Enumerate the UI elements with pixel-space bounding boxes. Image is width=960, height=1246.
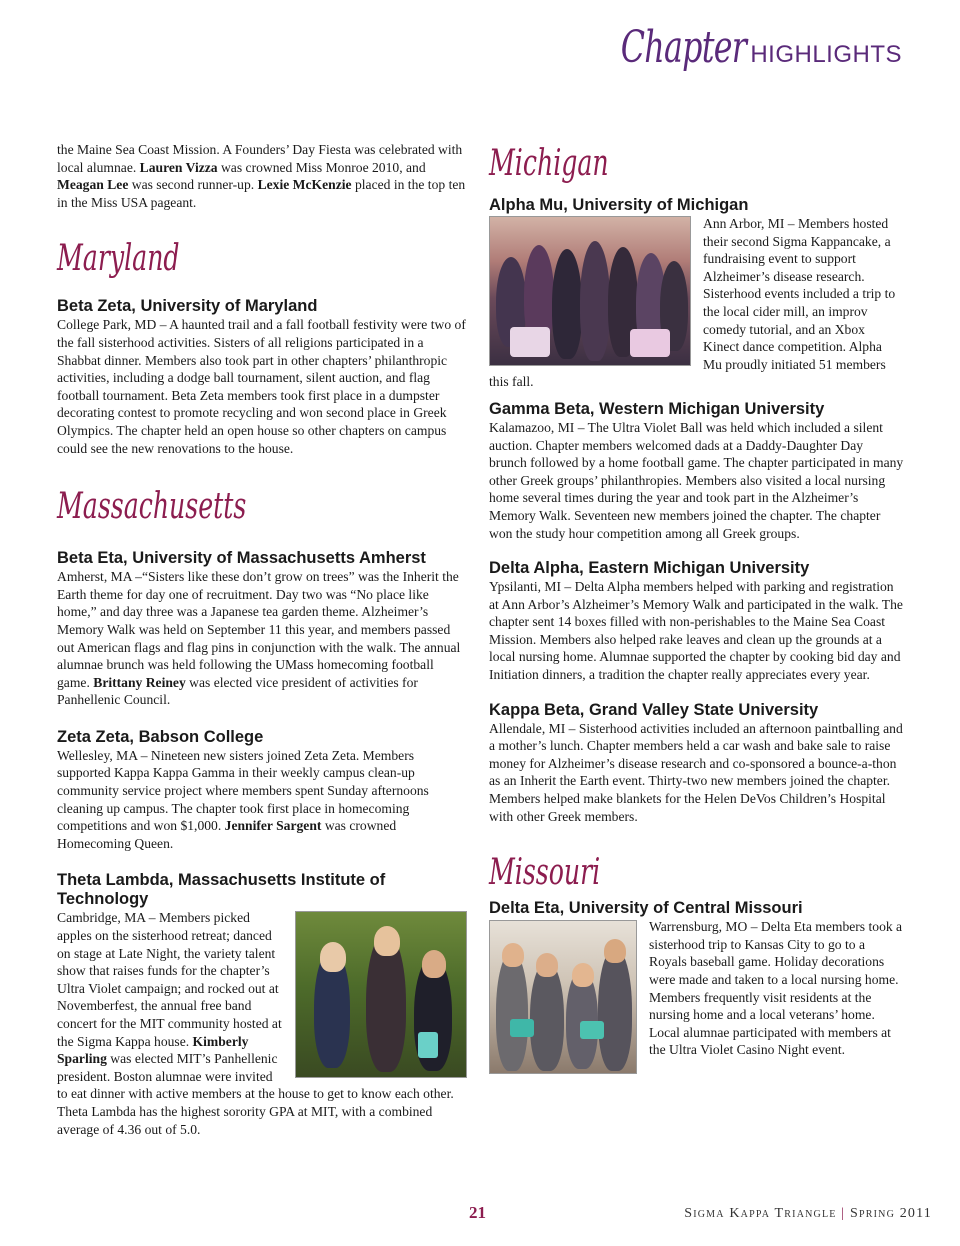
chapter-heading-alpha-mu: Alpha Mu, University of Michigan [489, 196, 749, 214]
delta-eta-photo [489, 920, 637, 1074]
chapter-body-theta-lambda: Cambridge, MA – Members picked apples on the sisterhood retreat; danced on stage at Late Night, the variety talent show that raises funds for the chapter’s Ultra Violet campaign; and rocked out at Novemberfest, the annual free band concert for the MIT community hosted at the Sigma Kappa house. Kimberly Sparling was elected MIT’s Panhellenic president. Boston alumnae were invited to eat dinner with active members at the house to get to know each other. Theta Lambda has the highest sorority GPA at MIT, with a combined average of 4.36 out of 5.0. [57, 910, 454, 1137]
page-number: 21 [469, 1203, 486, 1222]
chapter-body-delta-eta: Warrensburg, MO – Delta Eta members took a sisterhood trip to Kansas City to go to a Royals baseball game. Holiday decorations were made and taken to a local nursing home. Members frequently visit residents at the nursing home and a local veterans’ home. Local alumnae participated with members at the Ultra Violet Casino Night event. [649, 919, 903, 1058]
chapter-heading-delta-eta: Delta Eta, University of Central Missouri [489, 899, 803, 918]
chapter-body-kappa-beta: Allendale, MI – Sisterhood activities included an afternoon paintballing and a mother’s lunch. Chapter members held a car wash and bake sale to raise money for Alzheimer’s disease research and co-sponsored a bounce-a-thon as an Inherit the Earth event. Thirty-two new members joined the chapter. Members helped make blankets for the Helen DeVos Children’s Hospital with other Greek members. [489, 720, 903, 824]
state-heading-massachusetts: Massachusetts [57, 486, 247, 528]
chapter-heading-theta-lambda: Theta Lambda, Massachusetts Institute of Technology [57, 871, 386, 909]
chapter-body-gamma-beta: Kalamazoo, MI – The Ultra Violet Ball was held which included a silent auction. Chapter members welcomed dads at a Daddy-Daughter Day brunch followed by a home football game. The chapter participated in many other Greek groups’ philanthropies. Members also visited a local nursing home several times during the year and took part in the Alzheimer’s Memory Walk. Seventeen new members joined the chapter. The chapter won the study hour competition among all Greek groups. [489, 419, 904, 541]
header-script-word: Chapter [620, 22, 747, 73]
chapter-heading-beta-zeta: Beta Zeta, University of Maryland [57, 297, 318, 316]
alpha-mu-photo [489, 216, 691, 366]
chapter-body-zeta-zeta: Wellesley, MA – Nineteen new sisters joined Zeta Zeta. Members supported Kappa Kappa Gamma in their weekly campus clean-up community service project where members spent Sunday afternoons cleaning up campus. The chapter took first place in homecoming competitions and won $1,000. Jennifer Sargent was crowned Homecoming Queen. [57, 747, 429, 851]
state-heading-missouri: Missouri [489, 852, 601, 894]
chapter-heading-zeta-zeta: Zeta Zeta, Babson College [57, 727, 264, 746]
left-column [57, 140, 467, 1138]
chapter-body-alpha-mu: Ann Arbor, MI – Members hosted their second Sigma Kappancake, a fundraising event to support Alzheimer’s disease research. Sisterhood events included a trip to the local cider mill, an improv comedy tutorial, and an Xbox Kinect dance competition. Alpha Mu proudly initiated 51 members this fall. [489, 216, 896, 390]
theta-lambda-photo [295, 911, 467, 1078]
chapter-body-beta-eta: Amherst, MA –“Sisters like these don’t grow on trees” was the Inherit the Earth theme for day one of recruitment. Day two was “No place like home,” and day three was a Japanese tea garden theme. Alzheimer’s Memory Walk was held on September 11 this year, and members passed out American flags and flag pins in conjunction with the walk. The annual alumnae brunch was held following the UMass homecoming football game. Brittany Reiney was elected vice president of activities for Panhellenic Council. [57, 569, 461, 708]
footer-publication: Sigma Kappa Triangle | Spring 2011 [684, 1206, 932, 1221]
page-footer [0, 1203, 960, 1227]
intro-paragraph: the Maine Sea Coast Mission. A Founders’ Day Fiesta was celebrated with local alumnae. Lauren Vizza was crowned Miss Monroe 2010, and Meagan Lee was second runner-up. Lexie McKenzie placed in the top ten in the Miss USA pageant. [57, 142, 466, 210]
header-caps-word: HIGHLIGHTS [750, 41, 902, 68]
state-heading-michigan: Michigan [489, 143, 609, 184]
state-heading-maryland: Maryland [57, 238, 180, 280]
chapter-heading-beta-eta: Beta Eta, University of Massachusetts Amherst [57, 549, 426, 568]
chapter-heading-gamma-beta: Gamma Beta, Western Michigan University [489, 399, 825, 418]
chapter-body-beta-zeta: College Park, MD – A haunted trail and a fall football festivity were two of the fall sisterhood activities. Sisters of all religions participated in a Shabbat dinner. Members also took part in other chapters’ philanthropic activities, including a dodge ball tournament, silent auction, and flag football tournament. Beta Zeta members took first place in a dumpster decorating contest to promote recycling and won second place in Greek Olympics. The chapter held an open house so other chapters on campus could see the new renovations to the house. [57, 317, 466, 456]
right-column [489, 140, 904, 1074]
chapter-heading-delta-alpha: Delta Alpha, Eastern Michigan University [489, 559, 810, 578]
chapter-body-delta-alpha: Ypsilanti, MI – Delta Alpha members helped with parking and registration at Ann Arbor’s Alzheimer’s Memory Walk and participated in the walk. The chapter sent 14 boxes filled with non-perishables to the Maine Sea Coast Mission. Members also helped rake leaves and clean up the grounds at a local nursing home. Alumnae supported the chapter by cooking bid day and Initiation dinners, a tradition the chapter really appreciates every year. [489, 579, 903, 683]
page-header [572, 22, 902, 92]
chapter-heading-kappa-beta: Kappa Beta, Grand Valley State University [489, 700, 819, 719]
